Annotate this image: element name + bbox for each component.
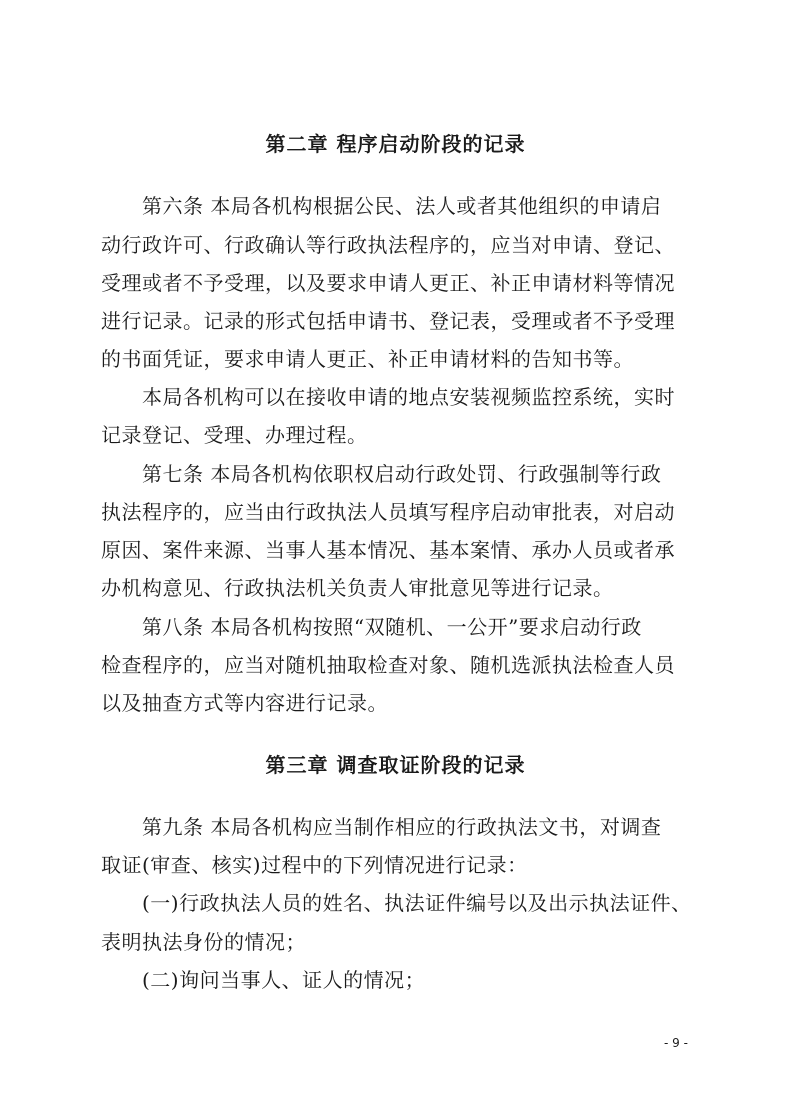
article-8-line-2: 检查程序的，应当对随机抽取检查对象、随机选派执法检查人员: [101, 653, 675, 677]
article-6-para-2-line-2: 记录登记、受理、办理过程。: [101, 423, 368, 447]
article-9-line-2: 取证(审查、核实)过程中的下列情况进行记录：: [101, 853, 528, 877]
article-6-line-1: 第六条 本局各机构根据公民、法人或者其他组织的申请启: [142, 194, 662, 218]
chapter-3-heading: 第三章 调查取证阶段的记录: [265, 753, 526, 777]
article-7-line-3: 原因、案件来源、当事人基本情况、基本案情、承办人员或者承: [101, 538, 675, 562]
article-7-line-1: 第七条 本局各机构依职权启动行政处罚、行政强制等行政: [142, 462, 662, 486]
article-6-line-4: 进行记录。记录的形式包括申请书、登记表，受理或者不予受理: [101, 309, 675, 333]
article-7-line-4: 办机构意见、行政执法机关负责人审批意见等进行记录。: [101, 576, 614, 600]
item-2-line-1: (二)询问当事人、证人的情况；: [142, 968, 426, 992]
article-6-line-2: 动行政许可、行政确认等行政执法程序的，应当对申请、登记、: [101, 233, 675, 257]
chapter-2-heading: 第二章 程序启动阶段的记录: [265, 132, 526, 156]
article-8-line-1: 第八条 本局各机构按照“双随机、一公开”要求启动行政: [142, 615, 642, 639]
article-6-para-2-line-1: 本局各机构可以在接收申请的地点安装视频监控系统，实时: [142, 385, 675, 409]
article-6-line-3: 受理或者不予受理，以及要求申请人更正、补正申请材料等情况: [101, 271, 675, 295]
item-1-line-1: (一)行政执法人员的姓名、执法证件编号以及出示执法证件、: [142, 891, 692, 915]
page-number: - 9 -: [664, 1036, 688, 1050]
article-6-line-5: 的书面凭证，要求申请人更正、补正申请材料的告知书等。: [101, 347, 634, 371]
article-7-line-2: 执法程序的，应当由行政执法人员填写程序启动审批表，对启动: [101, 500, 675, 524]
item-1-line-2: 表明执法身份的情况；: [101, 930, 306, 954]
article-9-line-1: 第九条 本局各机构应当制作相应的行政执法文书，对调查: [142, 815, 662, 839]
article-8-line-3: 以及抽查方式等内容进行记录。: [101, 691, 388, 715]
